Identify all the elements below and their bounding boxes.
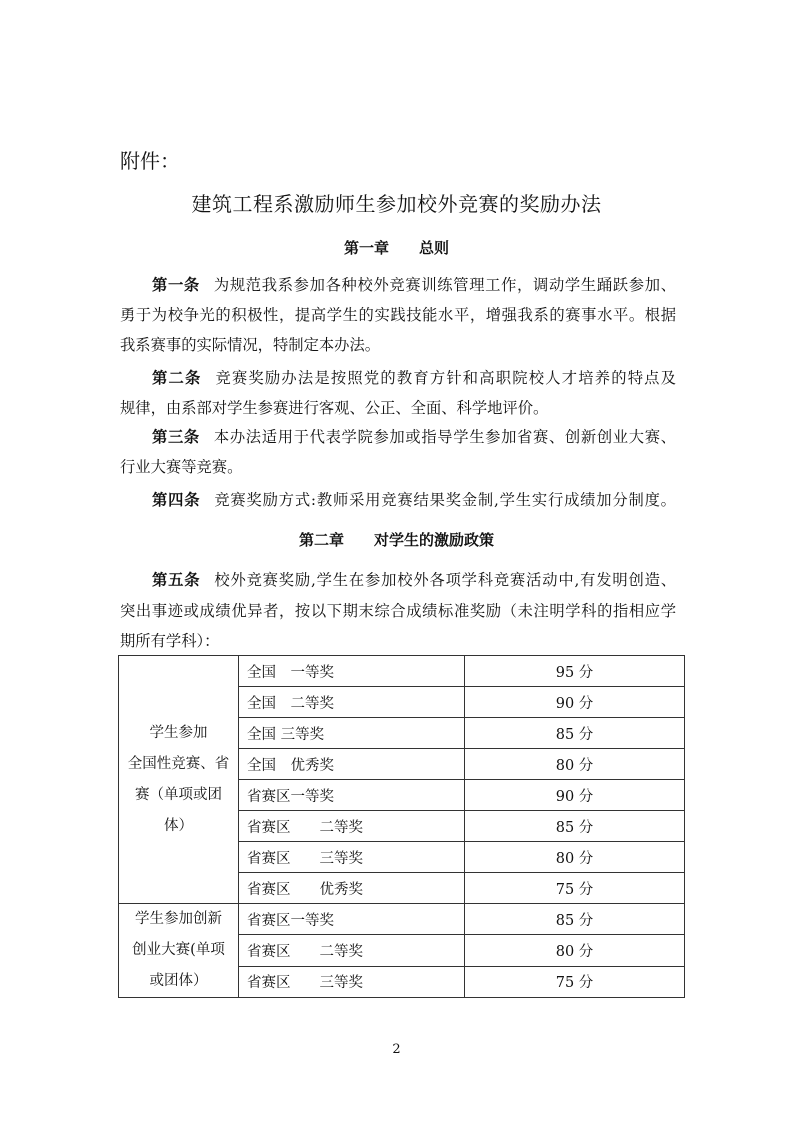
score-cell: 75 分 (465, 966, 685, 997)
table-row (119, 656, 685, 687)
article-1-line-1 (152, 275, 676, 295)
category-line: 学生参加 (149, 724, 208, 741)
article-2-line-2: 规律，由系部对学生参赛进行客观、公正、全面、科学地评价。 (120, 399, 549, 417)
article-3-label: 第三条 (152, 428, 200, 446)
article-5-line-2: 突出事迹或成绩优异者，按以下期末综合成绩标准奖励（未注明学科的指相应学 (120, 602, 676, 620)
article-4-text: 竞赛奖励方式:教师采用竞赛结果奖金制,学生实行成绩加分制度。 (214, 491, 676, 509)
article-5-line-1 (152, 570, 676, 590)
chapter-2-heading (0, 529, 793, 550)
category-line: 体） (164, 817, 193, 834)
award-cell: 省赛区 二等奖 (239, 811, 465, 842)
award-cell: 全国 优秀奖 (239, 749, 465, 780)
document-title: 建筑工程系激励师生参加校外竞赛的奖励办法 (191, 192, 602, 216)
award-cell: 省赛区 三等奖 (239, 842, 465, 873)
award-score-table (118, 655, 685, 998)
score-cell: 85 分 (465, 811, 685, 842)
category-line: 创业大赛(单项 (132, 942, 225, 958)
award-cell: 省赛区 三等奖 (239, 966, 465, 997)
score-cell: 75 分 (465, 873, 685, 904)
score-cell: 85 分 (465, 904, 685, 935)
category-line: 或团体） (149, 973, 208, 989)
chapter-1-heading (0, 237, 793, 258)
chapter-2-number: 第二章 (298, 531, 344, 549)
category-cell-national-provincial (119, 656, 239, 904)
article-4-label: 第四条 (152, 491, 201, 509)
award-cell: 全国 一等奖 (239, 656, 465, 687)
chapter-1-name: 总则 (419, 239, 450, 257)
score-cell: 80 分 (465, 749, 685, 780)
score-cell: 90 分 (465, 780, 685, 811)
article-4-line-1 (152, 490, 676, 510)
score-cell: 90 分 (465, 687, 685, 718)
award-cell: 省赛区一等奖 (239, 904, 465, 935)
article-3-text: 本办法适用于代表学院参加或指导学生参加省赛、创新创业大赛、 (213, 428, 676, 446)
score-cell: 80 分 (465, 842, 685, 873)
attachment-label: 附件： (120, 149, 180, 173)
score-cell: 85 分 (465, 718, 685, 749)
score-cell: 95 分 (465, 656, 685, 687)
article-1-label: 第一条 (152, 276, 200, 294)
chapter-2-name: 对学生的激励政策 (374, 531, 495, 549)
category-line: 赛（单项或团 (135, 786, 222, 803)
article-1-line-2: 勇于为校争光的积极性，提高学生的实践技能水平，增强我系的赛事水平。根据 (120, 306, 676, 324)
score-cell: 80 分 (465, 935, 685, 966)
article-5-line-3: 期所有学科）： (120, 632, 220, 650)
article-3-line-2: 行业大赛等竞赛。 (120, 458, 243, 476)
category-line: 全国性竞赛、省 (127, 755, 230, 772)
category-line: 学生参加创新 (135, 911, 222, 927)
article-2-text: 竞赛奖励办法是按照党的教育方针和高职院校人才培养的特点及 (215, 369, 676, 387)
table-row (119, 904, 685, 935)
award-cell: 省赛区 二等奖 (239, 935, 465, 966)
award-cell: 省赛区 优秀奖 (239, 873, 465, 904)
category-cell-innovation (119, 904, 239, 998)
page-number: 2 (392, 1042, 401, 1057)
chapter-1-number: 第一章 (343, 239, 389, 257)
article-1-text: 为规范我系参加各种校外竞赛训练管理工作，调动学生踊跃参加、 (213, 276, 676, 294)
article-3-line-1 (152, 427, 676, 447)
article-1-line-3: 我系赛事的实际情况，特制定本办法。 (120, 336, 381, 354)
article-2-label: 第二条 (152, 369, 202, 387)
article-5-label: 第五条 (152, 571, 201, 589)
award-cell: 全国 三等奖 (239, 718, 465, 749)
article-5-text: 校外竞赛奖励,学生在参加校外各项学科竞赛活动中,有发明创造、 (214, 571, 676, 589)
award-cell: 全国 二等奖 (239, 687, 465, 718)
article-2-line-1 (152, 368, 676, 388)
award-cell: 省赛区一等奖 (239, 780, 465, 811)
